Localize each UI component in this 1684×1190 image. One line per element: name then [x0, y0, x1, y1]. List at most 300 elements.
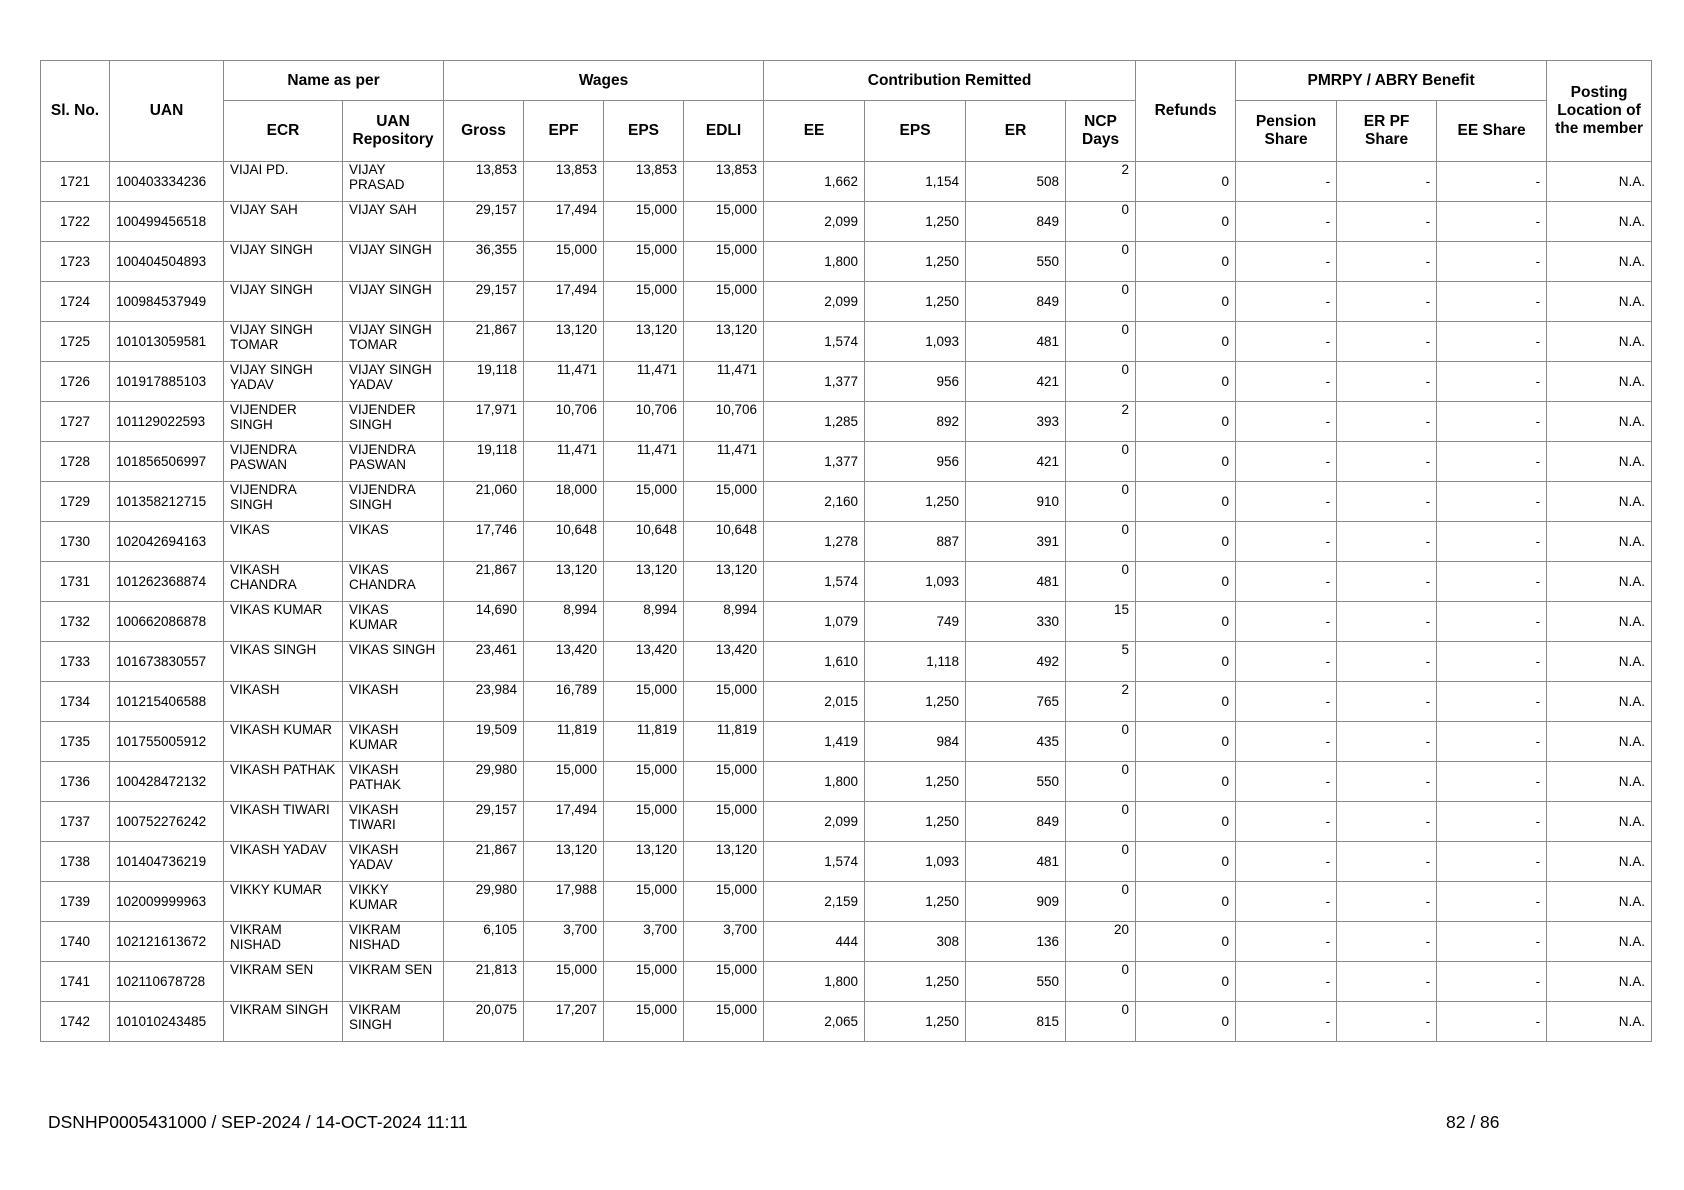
cell-sl-no: 1731 — [41, 562, 110, 602]
cell-refunds: 0 — [1136, 562, 1236, 602]
cell-gross: 21,867 — [444, 842, 524, 882]
cell-pension-share: - — [1236, 442, 1337, 482]
cell-eps-wages: 3,700 — [604, 922, 684, 962]
cell-name-ecr: VIJENDRA PASWAN — [224, 442, 343, 482]
cell-name-repository: VIJENDRA SINGH — [343, 482, 444, 522]
cell-edli: 15,000 — [684, 962, 764, 1002]
group-name-as-per: Name as per — [224, 61, 444, 101]
cell-refunds: 0 — [1136, 962, 1236, 1002]
cell-edli: 10,648 — [684, 522, 764, 562]
cell-eps-wages: 15,000 — [604, 962, 684, 1002]
cell-name-ecr: VIJAI PD. — [224, 162, 343, 202]
cell-ncp-days: 0 — [1066, 882, 1136, 922]
col-sl-no: Sl. No. — [41, 61, 110, 162]
cell-epf: 11,471 — [524, 362, 604, 402]
contribution-table — [40, 60, 1652, 1042]
cell-gross: 20,075 — [444, 1002, 524, 1042]
cell-gross: 6,105 — [444, 922, 524, 962]
cell-er: 849 — [966, 202, 1066, 242]
table-row — [41, 482, 1652, 522]
cell-edli: 11,471 — [684, 442, 764, 482]
table-row — [41, 1002, 1652, 1042]
cell-uan: 102009999963 — [110, 882, 224, 922]
cell-sl-no: 1725 — [41, 322, 110, 362]
cell-er: 435 — [966, 722, 1066, 762]
cell-er-pf-share: - — [1337, 762, 1437, 802]
cell-posting-location: N.A. — [1547, 202, 1652, 242]
cell-er: 391 — [966, 522, 1066, 562]
cell-ee-share: - — [1437, 162, 1547, 202]
cell-epf: 3,700 — [524, 922, 604, 962]
erpf-label-1: ER PF — [1363, 113, 1410, 130]
cell-sl-no: 1736 — [41, 762, 110, 802]
cell-gross: 29,980 — [444, 762, 524, 802]
cell-er-pf-share: - — [1337, 882, 1437, 922]
cell-name-repository: VIKAS CHANDRA — [343, 562, 444, 602]
group-contribution-remitted: Contribution Remitted — [764, 61, 1136, 101]
cell-pension-share: - — [1236, 482, 1337, 522]
cell-ee: 2,099 — [764, 202, 865, 242]
page-number: 82 / 86 — [1446, 1112, 1500, 1132]
cell-uan: 101673830557 — [110, 642, 224, 682]
cell-eps-wages: 15,000 — [604, 1002, 684, 1042]
cell-eps-contribution: 1,250 — [865, 202, 966, 242]
cell-name-ecr: VIJAY SINGH — [224, 282, 343, 322]
cell-ncp-days: 0 — [1066, 522, 1136, 562]
cell-er: 815 — [966, 1002, 1066, 1042]
cell-ee: 2,065 — [764, 1002, 865, 1042]
cell-ncp-days: 0 — [1066, 482, 1136, 522]
cell-ncp-days: 0 — [1066, 962, 1136, 1002]
cell-pension-share: - — [1236, 362, 1337, 402]
cell-sl-no: 1740 — [41, 922, 110, 962]
cell-er: 910 — [966, 482, 1066, 522]
cell-eps-contribution: 1,154 — [865, 162, 966, 202]
cell-ncp-days: 0 — [1066, 242, 1136, 282]
cell-edli: 10,706 — [684, 402, 764, 442]
cell-er: 330 — [966, 602, 1066, 642]
table-row — [41, 642, 1652, 682]
table-row — [41, 962, 1652, 1002]
cell-er: 849 — [966, 802, 1066, 842]
cell-posting-location: N.A. — [1547, 322, 1652, 362]
cell-ee: 1,377 — [764, 362, 865, 402]
cell-epf: 13,420 — [524, 642, 604, 682]
cell-edli: 11,819 — [684, 722, 764, 762]
cell-epf: 17,988 — [524, 882, 604, 922]
cell-pension-share: - — [1236, 562, 1337, 602]
col-ecr: ECR — [224, 101, 343, 162]
cell-uan: 101917885103 — [110, 362, 224, 402]
cell-name-ecr: VIKAS SINGH — [224, 642, 343, 682]
table-row — [41, 882, 1652, 922]
table-row — [41, 522, 1652, 562]
col-er: ER — [966, 101, 1066, 162]
cell-eps-wages: 11,471 — [604, 442, 684, 482]
cell-refunds: 0 — [1136, 362, 1236, 402]
cell-uan: 100404504893 — [110, 242, 224, 282]
cell-ncp-days: 0 — [1066, 802, 1136, 842]
col-gross: Gross — [444, 101, 524, 162]
table-row — [41, 202, 1652, 242]
cell-gross: 13,853 — [444, 162, 524, 202]
cell-gross: 19,118 — [444, 442, 524, 482]
cell-pension-share: - — [1236, 1002, 1337, 1042]
cell-ee: 1,610 — [764, 642, 865, 682]
cell-ee: 1,377 — [764, 442, 865, 482]
cell-eps-contribution: 1,250 — [865, 882, 966, 922]
cell-refunds: 0 — [1136, 922, 1236, 962]
cell-ee: 1,574 — [764, 842, 865, 882]
cell-pension-share: - — [1236, 202, 1337, 242]
cell-er: 481 — [966, 842, 1066, 882]
cell-posting-location: N.A. — [1547, 162, 1652, 202]
cell-eps-contribution: 887 — [865, 522, 966, 562]
cell-sl-no: 1728 — [41, 442, 110, 482]
col-er-pf-share — [1337, 101, 1437, 162]
cell-er-pf-share: - — [1337, 722, 1437, 762]
cell-ee: 444 — [764, 922, 865, 962]
cell-posting-location: N.A. — [1547, 242, 1652, 282]
cell-uan: 100662086878 — [110, 602, 224, 642]
cell-posting-location: N.A. — [1547, 762, 1652, 802]
cell-refunds: 0 — [1136, 482, 1236, 522]
cell-name-repository: VIKASH YADAV — [343, 842, 444, 882]
table-row — [41, 722, 1652, 762]
cell-name-ecr: VIJAY SAH — [224, 202, 343, 242]
cell-refunds: 0 — [1136, 642, 1236, 682]
table-row — [41, 762, 1652, 802]
cell-gross: 17,971 — [444, 402, 524, 442]
cell-name-ecr: VIKRAM SEN — [224, 962, 343, 1002]
cell-ee: 1,800 — [764, 962, 865, 1002]
cell-ee-share: - — [1437, 842, 1547, 882]
ncp-label-2: Days — [1082, 131, 1120, 148]
cell-sl-no: 1741 — [41, 962, 110, 1002]
cell-name-ecr: VIKASH KUMAR — [224, 722, 343, 762]
cell-name-repository: VIJENDRA PASWAN — [343, 442, 444, 482]
cell-er-pf-share: - — [1337, 402, 1437, 442]
cell-eps-wages: 15,000 — [604, 242, 684, 282]
cell-epf: 8,994 — [524, 602, 604, 642]
cell-eps-contribution: 1,118 — [865, 642, 966, 682]
cell-epf: 17,207 — [524, 1002, 604, 1042]
cell-er: 765 — [966, 682, 1066, 722]
cell-ncp-days: 0 — [1066, 282, 1136, 322]
cell-er-pf-share: - — [1337, 922, 1437, 962]
cell-posting-location: N.A. — [1547, 962, 1652, 1002]
cell-posting-location: N.A. — [1547, 802, 1652, 842]
cell-ee-share: - — [1437, 1002, 1547, 1042]
cell-eps-contribution: 1,250 — [865, 282, 966, 322]
cell-eps-contribution: 1,093 — [865, 562, 966, 602]
cell-posting-location: N.A. — [1547, 602, 1652, 642]
cell-gross: 19,118 — [444, 362, 524, 402]
cell-uan: 102042694163 — [110, 522, 224, 562]
cell-ncp-days: 0 — [1066, 362, 1136, 402]
cell-ee: 1,574 — [764, 562, 865, 602]
cell-eps-contribution: 1,250 — [865, 802, 966, 842]
cell-ncp-days: 0 — [1066, 322, 1136, 362]
cell-gross: 21,867 — [444, 322, 524, 362]
cell-ee-share: - — [1437, 282, 1547, 322]
cell-refunds: 0 — [1136, 202, 1236, 242]
cell-epf: 15,000 — [524, 762, 604, 802]
cell-er-pf-share: - — [1337, 1002, 1437, 1042]
cell-gross: 21,060 — [444, 482, 524, 522]
cell-er-pf-share: - — [1337, 962, 1437, 1002]
cell-refunds: 0 — [1136, 162, 1236, 202]
cell-name-ecr: VIJAY SINGH YADAV — [224, 362, 343, 402]
cell-gross: 19,509 — [444, 722, 524, 762]
cell-name-ecr: VIKASH TIWARI — [224, 802, 343, 842]
cell-er-pf-share: - — [1337, 322, 1437, 362]
cell-ee: 2,099 — [764, 802, 865, 842]
cell-uan: 100403334236 — [110, 162, 224, 202]
col-refunds: Refunds — [1136, 61, 1236, 162]
cell-refunds: 0 — [1136, 802, 1236, 842]
table-row — [41, 282, 1652, 322]
cell-epf: 11,471 — [524, 442, 604, 482]
cell-name-ecr: VIKRAM NISHAD — [224, 922, 343, 962]
cell-er: 492 — [966, 642, 1066, 682]
cell-name-ecr: VIJAY SINGH TOMAR — [224, 322, 343, 362]
table-row — [41, 442, 1652, 482]
cell-er: 421 — [966, 362, 1066, 402]
table-row — [41, 362, 1652, 402]
col-uan: UAN — [110, 61, 224, 162]
cell-ncp-days: 0 — [1066, 762, 1136, 802]
cell-refunds: 0 — [1136, 1002, 1236, 1042]
cell-ee-share: - — [1437, 442, 1547, 482]
cell-gross: 29,157 — [444, 282, 524, 322]
cell-eps-contribution: 1,093 — [865, 842, 966, 882]
cell-gross: 23,984 — [444, 682, 524, 722]
cell-eps-contribution: 1,250 — [865, 1002, 966, 1042]
cell-ee-share: - — [1437, 362, 1547, 402]
cell-epf: 17,494 — [524, 282, 604, 322]
cell-sl-no: 1722 — [41, 202, 110, 242]
cell-gross: 17,746 — [444, 522, 524, 562]
cell-ee-share: - — [1437, 522, 1547, 562]
cell-pension-share: - — [1236, 602, 1337, 642]
cell-er-pf-share: - — [1337, 362, 1437, 402]
cell-ee-share: - — [1437, 642, 1547, 682]
cell-eps-wages: 13,120 — [604, 562, 684, 602]
cell-eps-contribution: 956 — [865, 442, 966, 482]
cell-gross: 23,461 — [444, 642, 524, 682]
table-row — [41, 602, 1652, 642]
cell-pension-share: - — [1236, 842, 1337, 882]
col-ee: EE — [764, 101, 865, 162]
cell-uan: 100984537949 — [110, 282, 224, 322]
cell-refunds: 0 — [1136, 242, 1236, 282]
cell-eps-contribution: 1,250 — [865, 762, 966, 802]
cell-name-repository: VIKASH TIWARI — [343, 802, 444, 842]
cell-ncp-days: 2 — [1066, 402, 1136, 442]
cell-er-pf-share: - — [1337, 642, 1437, 682]
cell-pension-share: - — [1236, 322, 1337, 362]
group-pmrpy-abry: PMRPY / ABRY Benefit — [1236, 61, 1547, 101]
cell-eps-wages: 15,000 — [604, 482, 684, 522]
cell-ee-share: - — [1437, 202, 1547, 242]
cell-edli: 15,000 — [684, 202, 764, 242]
cell-uan: 101358212715 — [110, 482, 224, 522]
cell-name-repository: VIJAY SINGH YADAV — [343, 362, 444, 402]
cell-uan: 101215406588 — [110, 682, 224, 722]
col-pension-share — [1236, 101, 1337, 162]
cell-eps-wages: 11,471 — [604, 362, 684, 402]
cell-epf: 17,494 — [524, 802, 604, 842]
cell-uan: 101755005912 — [110, 722, 224, 762]
cell-name-ecr: VIKRAM SINGH — [224, 1002, 343, 1042]
cell-ncp-days: 20 — [1066, 922, 1136, 962]
cell-ncp-days: 5 — [1066, 642, 1136, 682]
cell-er: 508 — [966, 162, 1066, 202]
cell-refunds: 0 — [1136, 682, 1236, 722]
cell-er-pf-share: - — [1337, 682, 1437, 722]
cell-refunds: 0 — [1136, 522, 1236, 562]
cell-name-ecr: VIKKY KUMAR — [224, 882, 343, 922]
cell-epf: 13,853 — [524, 162, 604, 202]
cell-name-repository: VIKASH PATHAK — [343, 762, 444, 802]
cell-sl-no: 1733 — [41, 642, 110, 682]
cell-uan: 100752276242 — [110, 802, 224, 842]
cell-edli: 13,853 — [684, 162, 764, 202]
cell-uan: 101404736219 — [110, 842, 224, 882]
cell-ee-share: - — [1437, 562, 1547, 602]
cell-name-ecr: VIJAY SINGH — [224, 242, 343, 282]
cell-edli: 15,000 — [684, 802, 764, 842]
ncp-label-1: NCP — [1084, 113, 1117, 130]
cell-sl-no: 1732 — [41, 602, 110, 642]
cell-epf: 13,120 — [524, 322, 604, 362]
cell-gross: 21,813 — [444, 962, 524, 1002]
cell-posting-location: N.A. — [1547, 282, 1652, 322]
cell-ee-share: - — [1437, 322, 1547, 362]
cell-refunds: 0 — [1136, 882, 1236, 922]
table-row — [41, 242, 1652, 282]
cell-er-pf-share: - — [1337, 282, 1437, 322]
cell-ncp-days: 0 — [1066, 562, 1136, 602]
cell-ee: 1,662 — [764, 162, 865, 202]
cell-posting-location: N.A. — [1547, 722, 1652, 762]
cell-name-repository: VIKAS KUMAR — [343, 602, 444, 642]
cell-eps-wages: 15,000 — [604, 882, 684, 922]
cell-ee-share: - — [1437, 482, 1547, 522]
cell-pension-share: - — [1236, 802, 1337, 842]
cell-pension-share: - — [1236, 522, 1337, 562]
cell-name-ecr: VIKASH CHANDRA — [224, 562, 343, 602]
cell-er-pf-share: - — [1337, 482, 1437, 522]
cell-uan: 101013059581 — [110, 322, 224, 362]
cell-sl-no: 1730 — [41, 522, 110, 562]
cell-uan: 100499456518 — [110, 202, 224, 242]
cell-sl-no: 1737 — [41, 802, 110, 842]
cell-ee: 1,278 — [764, 522, 865, 562]
cell-er: 481 — [966, 562, 1066, 602]
cell-sl-no: 1742 — [41, 1002, 110, 1042]
cell-ee-share: - — [1437, 602, 1547, 642]
cell-ee-share: - — [1437, 882, 1547, 922]
cell-gross: 29,157 — [444, 202, 524, 242]
cell-eps-contribution: 892 — [865, 402, 966, 442]
uan-repo-label-2: Repository — [352, 131, 434, 148]
erpf-label-2: Share — [1365, 131, 1409, 148]
cell-er-pf-share: - — [1337, 162, 1437, 202]
cell-pension-share: - — [1236, 722, 1337, 762]
cell-edli: 15,000 — [684, 482, 764, 522]
cell-eps-contribution: 1,250 — [865, 962, 966, 1002]
cell-name-repository: VIKRAM NISHAD — [343, 922, 444, 962]
cell-posting-location: N.A. — [1547, 642, 1652, 682]
cell-ee: 1,800 — [764, 762, 865, 802]
cell-gross: 21,867 — [444, 562, 524, 602]
cell-posting-location: N.A. — [1547, 402, 1652, 442]
cell-edli: 15,000 — [684, 882, 764, 922]
cell-ncp-days: 2 — [1066, 682, 1136, 722]
pension-label-1: Pension — [1255, 113, 1317, 130]
cell-uan: 101856506997 — [110, 442, 224, 482]
cell-eps-wages: 13,420 — [604, 642, 684, 682]
cell-name-repository: VIKASH KUMAR — [343, 722, 444, 762]
cell-eps-contribution: 1,250 — [865, 482, 966, 522]
cell-eps-wages: 15,000 — [604, 762, 684, 802]
cell-ee: 1,574 — [764, 322, 865, 362]
cell-epf: 13,120 — [524, 842, 604, 882]
table-row — [41, 322, 1652, 362]
cell-sl-no: 1734 — [41, 682, 110, 722]
cell-ee-share: - — [1437, 922, 1547, 962]
cell-name-repository: VIKAS — [343, 522, 444, 562]
cell-name-repository: VIKKY KUMAR — [343, 882, 444, 922]
cell-eps-wages: 10,648 — [604, 522, 684, 562]
cell-ee: 1,285 — [764, 402, 865, 442]
table-row — [41, 162, 1652, 202]
cell-posting-location: N.A. — [1547, 482, 1652, 522]
cell-ncp-days: 0 — [1066, 442, 1136, 482]
table-row — [41, 802, 1652, 842]
cell-name-ecr: VIKASH YADAV — [224, 842, 343, 882]
cell-refunds: 0 — [1136, 442, 1236, 482]
cell-refunds: 0 — [1136, 762, 1236, 802]
cell-uan: 102121613672 — [110, 922, 224, 962]
cell-uan: 101129022593 — [110, 402, 224, 442]
cell-er: 136 — [966, 922, 1066, 962]
cell-edli: 13,120 — [684, 842, 764, 882]
cell-epf: 15,000 — [524, 962, 604, 1002]
cell-name-ecr: VIKAS — [224, 522, 343, 562]
cell-edli: 13,120 — [684, 562, 764, 602]
cell-epf: 10,706 — [524, 402, 604, 442]
cell-uan: 101010243485 — [110, 1002, 224, 1042]
cell-er-pf-share: - — [1337, 242, 1437, 282]
cell-eps-contribution: 1,093 — [865, 322, 966, 362]
cell-ncp-days: 15 — [1066, 602, 1136, 642]
cell-name-ecr: VIKAS KUMAR — [224, 602, 343, 642]
cell-pension-share: - — [1236, 242, 1337, 282]
col-eps-wages: EPS — [604, 101, 684, 162]
cell-name-ecr: VIJENDRA SINGH — [224, 482, 343, 522]
cell-pension-share: - — [1236, 762, 1337, 802]
cell-eps-wages: 13,120 — [604, 842, 684, 882]
cell-ee: 2,159 — [764, 882, 865, 922]
cell-posting-location: N.A. — [1547, 922, 1652, 962]
cell-sl-no: 1721 — [41, 162, 110, 202]
table-body — [41, 162, 1652, 1042]
cell-eps-wages: 8,994 — [604, 602, 684, 642]
cell-sl-no: 1723 — [41, 242, 110, 282]
